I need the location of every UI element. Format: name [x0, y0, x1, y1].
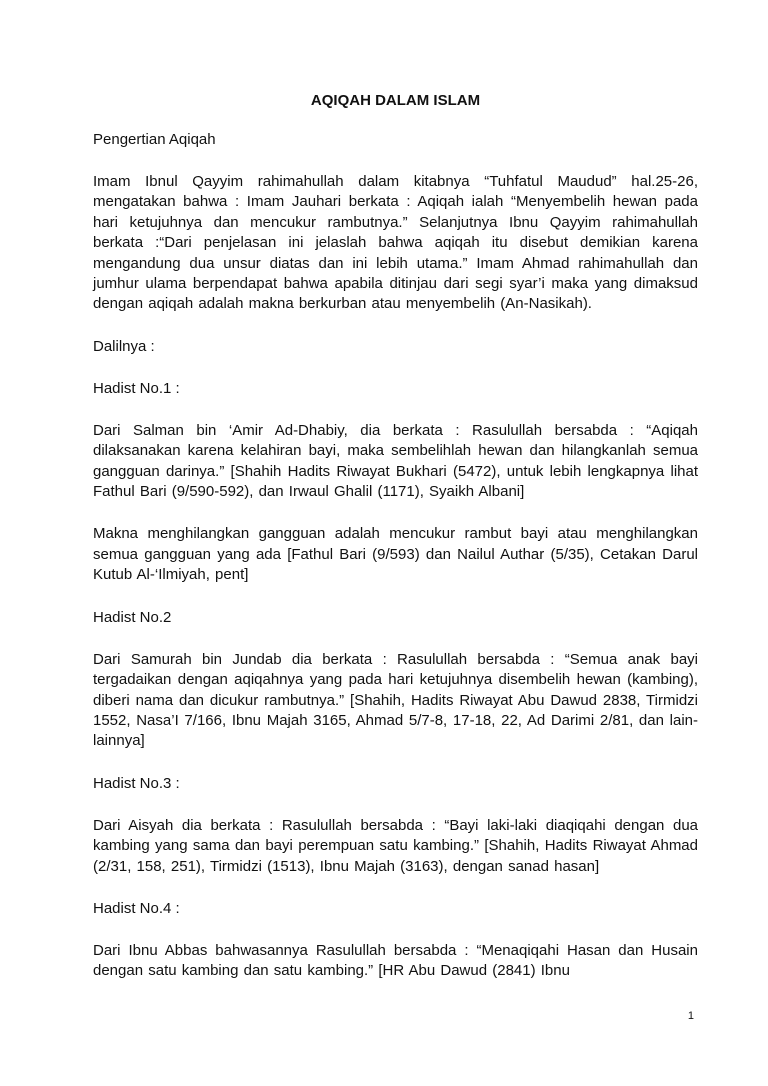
- paragraph-hadist-2: Dari Samurah bin Jundab dia berkata : Rasulullah bersabda : “Semua anak bayi tergadaikan dengan aqiqahnya yang pada hari ketujuhnya disembelih hewan (kambing), diberi nama dan dicukur rambutnya.” [Shahih, Hadits Riwayat Abu Dawud 2838, Tirmidzi 1552, Nasa’I 7/166, Ibnu Majah 3165, Ahmad 5/7-8, 17-18, 22, Ad Darimi 2/81, dan lain-lainnya]: [93, 650, 698, 750]
- paragraph-makna: Makna menghilangkan gangguan adalah mencukur rambut bayi atau menghilangkan semua gangguan yang ada [Fathul Bari (9/593) dan Nailul Authar (5/35), Cetakan Darul Kutub Al-‘Ilmiyah, pent]: [93, 525, 698, 584]
- document-title: AQIQAH DALAM ISLAM: [310, 92, 481, 109]
- document-body: [93, 90, 698, 1004]
- section-heading-hadist-4: Hadist No.4 :: [93, 899, 180, 917]
- paragraph-hadist-3: Dari Aisyah dia berkata : Rasulullah bersabda : “Bayi laki-laki diaqiqahi dengan dua kambing yang sama dan bayi perempuan satu kambing.” [Shahih, Hadits Riwayat Ahmad (2/31, 158, 251), Tirmidzi (1513), Ibnu Majah (3163), dengan sanad hasan]: [93, 816, 698, 875]
- paragraph-pengertian: Imam Ibnul Qayyim rahimahullah dalam kitabnya “Tuhfatul Maudud” hal.25-26, mengatakan bahwa : Imam Jauhari berkata : Aqiqah ialah “Menyembelih hewan pada hari ketujuhnya dan mencukur rambutnya.” Selanjutnya Ibnu Qayyim rahimahullah berkata :“Dari penjelasan ini jelaslah bahwa aqiqah itu disebut demikian karena mengandung dua unsur diatas dan ini lebih utama.” Imam Ahmad rahimahullah dan jumhur ulama berpendapat bahwa apabila ditinjau dari segi syar’i maka yang dimaksud dengan aqiqah adalah makna berkurban atau menyembelih (An-Nasikah).: [93, 173, 698, 313]
- paragraph-hadist-1: Dari Salman bin ‘Amir Ad-Dhabiy, dia berkata : Rasulullah bersabda : “Aqiqah dilaksanakan karena kelahiran bayi, maka sembelihlah hewan dan hilangkanlah semua gangguan darinya.” [Shahih Hadits Riwayat Bukhari (5472), untuk lebih lengkapnya lihat Fathul Bari (9/590-592), dan Irwaul Ghalil (1171), Syaikh Albani]: [93, 421, 698, 501]
- section-heading-hadist-1: Hadist No.1 :: [93, 379, 180, 397]
- section-heading-dalilnya: Dalilnya :: [93, 337, 155, 355]
- section-heading-hadist-3: Hadist No.3 :: [93, 774, 180, 792]
- section-heading-hadist-2: Hadist No.2: [93, 608, 172, 626]
- section-heading-pengertian: Pengertian Aqiqah: [93, 131, 216, 148]
- page-number: 1: [687, 1010, 694, 1022]
- paragraph-hadist-4: Dari Ibnu Abbas bahwasannya Rasulullah bersabda : “Menaqiqahi Hasan dan Husain dengan satu kambing dan satu kambing.” [HR Abu Dawud (2841) Ibnu: [93, 941, 698, 980]
